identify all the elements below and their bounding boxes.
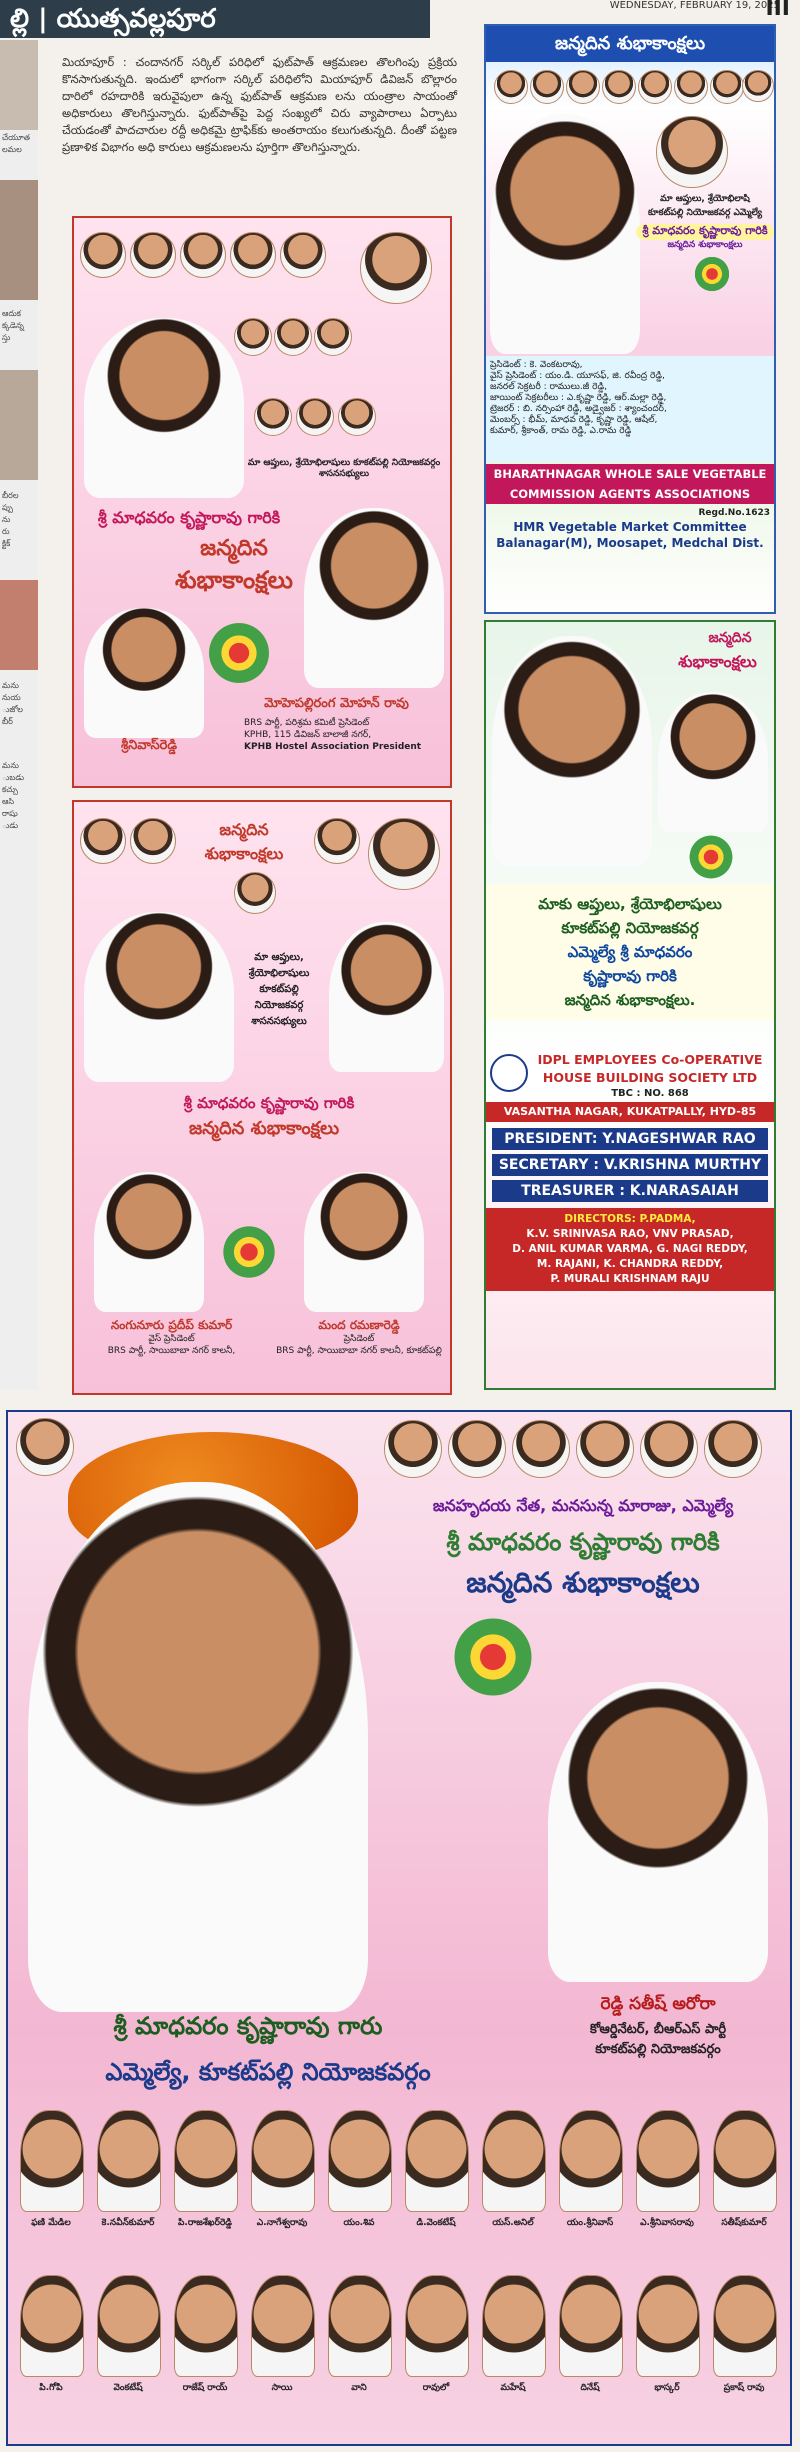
text-snip: కచ్చు <box>2 785 18 794</box>
supporter-name: యం.శ్రీనివాస్ <box>566 2218 614 2228</box>
supporter-name: ఎ.నాగేశ్వరావు <box>256 2218 308 2228</box>
portrait <box>530 70 564 104</box>
portrait <box>710 70 744 104</box>
text-snip: నుయ <box>2 693 21 702</box>
message-line: కూకట్‌పల్లి నియోజకవర్గ <box>561 919 699 937</box>
supporter-name: భాస్కర్ <box>654 2383 680 2393</box>
supporter-name: రావులో <box>422 2383 450 2393</box>
regd-number: Regd.No.1623 <box>698 508 770 518</box>
supporter-portrait <box>328 2110 392 2212</box>
right-person-name: మోహెపల్లిరంగ మోహన్ రావు <box>264 696 409 711</box>
caption-1: మా ఆప్తులు, శ్రేయోభిలాషి <box>660 194 750 204</box>
portrait <box>296 398 334 436</box>
supporter-name: సతీష్‌కుమార్ <box>721 2218 767 2228</box>
text-snip: మను <box>2 681 19 690</box>
supporter-name: యస్.అనిల్ <box>492 2218 534 2228</box>
text-snip: ుబడు <box>2 773 25 782</box>
portrait <box>576 1420 634 1478</box>
society-logo <box>490 1054 528 1092</box>
supporter-portrait <box>713 2110 777 2212</box>
directors-line: DIRECTORS: P.PADMA, <box>564 1213 696 1225</box>
portrait-right-2 <box>304 1172 424 1312</box>
leader-name: శ్రీ మాధవరం కృష్ణారావు గారికి <box>636 224 774 240</box>
text-snip: చేయూత <box>2 133 30 142</box>
directors-line: P. MURALI KRISHNAM RAJU <box>550 1273 710 1285</box>
supporter-name: వెంకటేష్ <box>113 2383 143 2393</box>
wish-title-1: జన్మదిన <box>219 820 269 839</box>
portrait <box>448 1420 506 1478</box>
text-snip: క్కడెన్న <box>2 321 24 330</box>
title-line-1: జన్మదిన <box>708 630 752 646</box>
portrait-right <box>329 922 444 1072</box>
ad-birthday-main <box>6 1410 792 2446</box>
supporter-portrait <box>251 2275 315 2377</box>
wish-line-1: జన్మదిన <box>200 536 268 561</box>
org-line-3: HMR Vegetable Market Committee <box>513 520 747 534</box>
portrait <box>234 318 272 356</box>
portrait <box>602 70 636 104</box>
committee-line: జనరల్ సెక్రటరీ : రాములు.జీ రెడ్డి, <box>490 382 607 392</box>
supporter-portrait <box>559 2275 623 2377</box>
right-desig-3: KPHB Hostel Association President <box>244 742 422 752</box>
supporter-name: పి.రాజశేఖర్‌రెడ్డి <box>178 2218 232 2228</box>
text-snip: స్తు <box>2 333 11 342</box>
wish-line: జన్మదిన శుభాకాంక్షలు <box>667 240 743 250</box>
directors-line: K.V. SRINIVASA RAO, VNV PRASAD, <box>526 1228 734 1240</box>
supporter-name: డి.వెంకటేష్ <box>416 2218 456 2228</box>
supporter-portrait <box>174 2110 238 2212</box>
committee-line: మెంబర్స్ : భీమ్, మాధవ రెడ్డి, కృష్ణా రెడ్డి, ఆషేల్, <box>490 415 658 425</box>
photo-crop <box>0 370 38 480</box>
right-person-name: రెడ్డి సతీష్ అరోరా <box>600 1994 716 2014</box>
text-snip: ుజోల <box>2 705 23 714</box>
committee-line: ట్రెజరర్ : బి. నర్సింహా రెడ్డి, అడ్వైజర్ : శ్యాం‌చందర్, <box>490 404 667 414</box>
portrait <box>368 818 440 890</box>
org-line-2: HOUSE BUILDING SOCIETY LTD <box>542 1070 758 1085</box>
right-person-name: మంద రమణారెడ్డి <box>318 1318 400 1332</box>
ad-idpl-society <box>484 620 776 1390</box>
directors-line: M. RAJANI, K. CHANDRA REDDY, <box>536 1258 724 1270</box>
supporter-name: పి.గోపి <box>39 2383 63 2393</box>
secretary-bar: SECRETARY : V.KRISHNA MURTHY <box>492 1154 768 1176</box>
supporter-name: కె.నవీన్‌కుమార్ <box>101 2218 155 2228</box>
leader-name: శ్రీ మాధవరం కృష్ణారావు గారికి <box>97 508 281 527</box>
org-line-4: Balanagar(M), Moosapet, Medchal Dist. <box>496 536 764 550</box>
ad-birthday-2 <box>72 800 452 1395</box>
news-article: మియాపూర్ : చందానగర్ సర్కిల్ పరిధిలో ఫుట్‌పాత్ ఆక్రమణల తొలగింపు ప్రక్రియ కొనసాగుతున్నది. ఇందులో భాగంగా సర్కిల్ పరిధిలోని మియాపూర్ డివిజన్ బొల్లారం దారిలో రహదారికి ఇరువైపులా ఉన్న ఫుట్‌పాత్ ఆక్రమణ లను యంత్రాల సాయంతో అధికారులు తొలగిస్తున్నారు. ఫుట్‌పాత్‌పై పెద్ద సంఖ్యలో చిరు వ్యాపారాలు ఏర్పాటు చేయడంతో పాదచారుల రద్దీ అధికమై ట్రాఫిక్‌కు అంతరాయం కలుగుతున్నది. దీంతో పట్టణ ప్రణాళిక విభాగం అధి కారులు ఆక్రమణలను పూర్తిగా తొలగిస్తున్నారు. <box>62 55 457 154</box>
photo-crop <box>0 180 38 300</box>
portrait-right <box>658 692 768 832</box>
portrait <box>384 1420 442 1478</box>
supporter-name: ఫణి మేడిల <box>31 2218 71 2228</box>
message-line: కృష్ణారావు గారికి <box>583 967 677 985</box>
portrait <box>704 1420 762 1478</box>
supporter-name: ప్రకాష్ రావు <box>723 2383 765 2393</box>
right-desig-2: BRS పార్టీ, సాయిబాబా నగర్ కాలనీ, కూకట్‌పల్లి <box>276 1346 442 1356</box>
ad-vegetable-association <box>484 24 776 614</box>
photo-crop <box>0 580 38 670</box>
supporter-portrait <box>174 2275 238 2377</box>
leader-name: శ్రీ మాధవరం కృష్ణారావు గారు <box>113 2012 383 2040</box>
headline-line-3: జన్మదిన శుభాకాంక్షలు <box>466 1566 700 1599</box>
supporter-portrait <box>251 2110 315 2212</box>
committee-list <box>486 356 774 462</box>
wish-title-2: శుభాకాంక్షలు <box>204 844 284 863</box>
date-line: WEDNESDAY, FEBRUARY 19, 2025 <box>609 0 780 11</box>
portrait <box>360 232 432 304</box>
org-line-2: COMMISSION AGENTS ASSOCIATIONS <box>509 487 751 501</box>
text-snip: లమల <box>2 145 22 154</box>
portrait <box>338 398 376 436</box>
portrait <box>638 70 672 104</box>
supporter-portrait <box>482 2275 546 2377</box>
supporter-portrait <box>636 2275 700 2377</box>
section-header: ల్లి | యుత్సవల్లపూర <box>0 0 430 38</box>
portrait <box>234 872 276 914</box>
wish-line-2: శుభాకాంక్షలు <box>175 566 293 594</box>
right-desig-2: KPHB, 115 డివిజన్ బాలాజీ నగర్, <box>244 730 372 740</box>
text-snip: బీర్ <box>2 717 13 726</box>
portrait-right <box>304 508 444 688</box>
right-desig-2: కూకట్‌పల్లి నియోజకవర్గం <box>595 2042 721 2057</box>
supporter-portrait <box>405 2275 469 2377</box>
org-banner <box>486 464 774 504</box>
flower-bouquet <box>219 1222 279 1282</box>
headline-line-1: జనహృదయ నేత, మనసున్న మారాజు, ఎమ్మెల్యే <box>432 1496 734 1515</box>
president-bar: PRESIDENT: Y.NAGESHWAR RAO <box>492 1128 768 1150</box>
portrait-left <box>84 608 204 738</box>
portrait <box>742 70 774 102</box>
right-desig-1: BRS పార్టీ, పరిశ్రమ కమిటీ ప్రెసిడెంట్ <box>244 718 370 728</box>
text-snip: క్టిక్ <box>2 539 11 548</box>
left-desig-2: BRS పార్టీ, సాయిబాబా నగర్ కాలనీ, <box>107 1346 236 1356</box>
portrait <box>130 232 176 278</box>
supporter-portrait <box>20 2110 84 2212</box>
supporter-portrait <box>97 2275 161 2377</box>
message-box <box>486 884 774 1020</box>
leader-portrait <box>84 318 244 498</box>
supporter-name: దినేష్ <box>580 2383 600 2393</box>
portrait <box>80 232 126 278</box>
supporter-portrait <box>636 2110 700 2212</box>
supporter-name: రాజేష్ రాయ్ <box>182 2383 228 2393</box>
supporter-name: ఎ.శ్రీనివాసరావు <box>640 2218 694 2228</box>
portrait-left <box>94 1172 204 1312</box>
flower-bouquet <box>204 618 274 688</box>
portrait <box>274 318 312 356</box>
wish-line: జన్మదిన శుభాకాంక్షలు <box>188 1118 340 1139</box>
headline-line-2: శ్రీ మాధవరం కృష్ణారావు గారికి <box>446 1528 720 1556</box>
portrait <box>16 1418 74 1476</box>
text-snip: బీరల <box>2 491 19 500</box>
supporter-portrait <box>559 2110 623 2212</box>
portrait <box>566 70 600 104</box>
supporters-grid <box>8 2102 790 2442</box>
flower-bouquet <box>448 1612 538 1702</box>
committee-line: ప్రెసిడెంట్ : కె. వెంకటరావు, <box>490 360 583 370</box>
treasurer-bar: TREASURER : K.NARASAIAH <box>492 1180 768 1202</box>
portrait <box>254 398 292 436</box>
text-snip: రాషు <box>2 809 18 818</box>
left-person-name: శ్రీనివాస్‌రెడ్డి <box>121 738 177 753</box>
leader-portrait <box>492 636 652 866</box>
supporter-name: సాయి <box>271 2383 293 2393</box>
leader-name: శ్రీ మాధవరం కృష్ణారావు గారికి <box>183 1094 355 1112</box>
text-snip: ుడు <box>2 821 19 830</box>
portrait <box>314 318 352 356</box>
portrait <box>512 1420 570 1478</box>
directors-line: D. ANIL KUMAR VARMA, G. NAGI REDDY, <box>512 1243 748 1255</box>
leader-portrait <box>28 1482 368 2012</box>
portrait <box>230 232 276 278</box>
supporter-portrait <box>328 2275 392 2377</box>
portrait <box>674 70 708 104</box>
left-desig-1: వైస్ ప్రెసిడెంట్ <box>148 1334 195 1344</box>
text-snip: రు <box>2 527 10 536</box>
supporters-text: మా ఆప్తులు, శ్రేయోభిలాషులు కూకట్‌పల్లి నియోజకవర్గం శాసనసభ్యులు <box>247 458 441 479</box>
text-snip: ప్పు <box>2 503 13 512</box>
supporter-portrait <box>97 2110 161 2212</box>
left-column-cropped <box>0 40 38 1390</box>
supporter-portrait <box>713 2275 777 2377</box>
committee-line: జాయింట్ సెక్రటరీలు : ఎ.కృష్ణా రెడ్డి, ఆర్.మల్లా రెడ్డి, <box>490 393 667 403</box>
portrait <box>80 818 126 864</box>
portrait <box>314 818 360 864</box>
committee-line: వైస్ ప్రెసిడెంట్ : యం.డి. యూసఫ్, జి. రవీంద్ర రెడ్డి, <box>490 371 665 381</box>
portrait <box>494 70 528 104</box>
portrait <box>180 232 226 278</box>
portrait <box>640 1420 698 1478</box>
supporter-portrait <box>482 2110 546 2212</box>
supporter-name: యం.శివ <box>343 2218 375 2228</box>
leader-portrait <box>490 114 640 354</box>
portrait <box>130 818 176 864</box>
message-line: మాకు ఆప్తులు, శ్రేయోభిలాషులు <box>538 895 722 913</box>
right-desig-1: కోఆర్డినేటర్, బీఆర్ఎస్ పార్టీ <box>589 2022 727 2037</box>
portrait <box>656 116 728 188</box>
supporter-portrait <box>20 2275 84 2377</box>
leader-portrait <box>84 912 234 1082</box>
photo-crop <box>0 40 38 130</box>
text-snip: మను <box>2 761 19 770</box>
society-address: VASANTHA NAGAR, KUKATPALLY, HYD-85 <box>486 1102 774 1122</box>
left-person-name: నంగునూరు ప్రదీప్ కుమార్ <box>110 1318 233 1332</box>
text-snip: ఆసి <box>2 797 14 806</box>
org-line-1: IDPL EMPLOYEES Co-OPERATIVE <box>537 1052 763 1067</box>
directors-box <box>486 1208 774 1291</box>
supporters-text: మా ఆప్తులు, శ్రేయోభిలాషులు కూకట్‌పల్లి నియోజకవర్గ శాసనసభ్యులు <box>248 952 310 1027</box>
supporter-name: వాని <box>351 2383 367 2393</box>
message-line: ఎమ్మెల్యే శ్రీ మాధవరం <box>567 943 693 961</box>
message-line: జన్మదిన శుభాకాంక్షలు. <box>564 991 696 1009</box>
ad-title: జన్మదిన శుభాకాంక్షలు <box>486 26 774 62</box>
caption-2: కూకట్‌పల్లి నియోజకవర్గ ఎమ్మెల్యే <box>647 208 762 218</box>
leader-designation: ఎమ్మెల్యే, కూకట్‌పల్లి నియోజకవర్గం <box>105 2058 431 2086</box>
flower-bouquet <box>692 254 732 294</box>
page-number: III <box>765 0 790 21</box>
title-line-2: శుభాకాంక్షలు <box>678 652 757 671</box>
org-line-1: BHARATHNAGAR WHOLE SALE VEGETABLE <box>493 467 767 481</box>
tbc-number: TBC : NO. 868 <box>611 1088 689 1099</box>
committee-line: కుమార్, శ్రీకాంత్, రామ రెడ్డి, ఎ.రామ రెడ్డి <box>490 426 632 436</box>
supporter-name: మహేష్ <box>500 2383 526 2393</box>
text-snip: ఆదుక <box>2 309 21 318</box>
supporter-portrait <box>405 2110 469 2212</box>
portrait-right <box>548 1682 768 1982</box>
flower-bouquet <box>686 832 736 882</box>
text-snip: ను <box>2 515 11 524</box>
right-desig-1: ప్రెసిడెంట్ <box>343 1334 375 1344</box>
ad-birthday-1 <box>72 216 452 788</box>
portrait <box>280 232 326 278</box>
